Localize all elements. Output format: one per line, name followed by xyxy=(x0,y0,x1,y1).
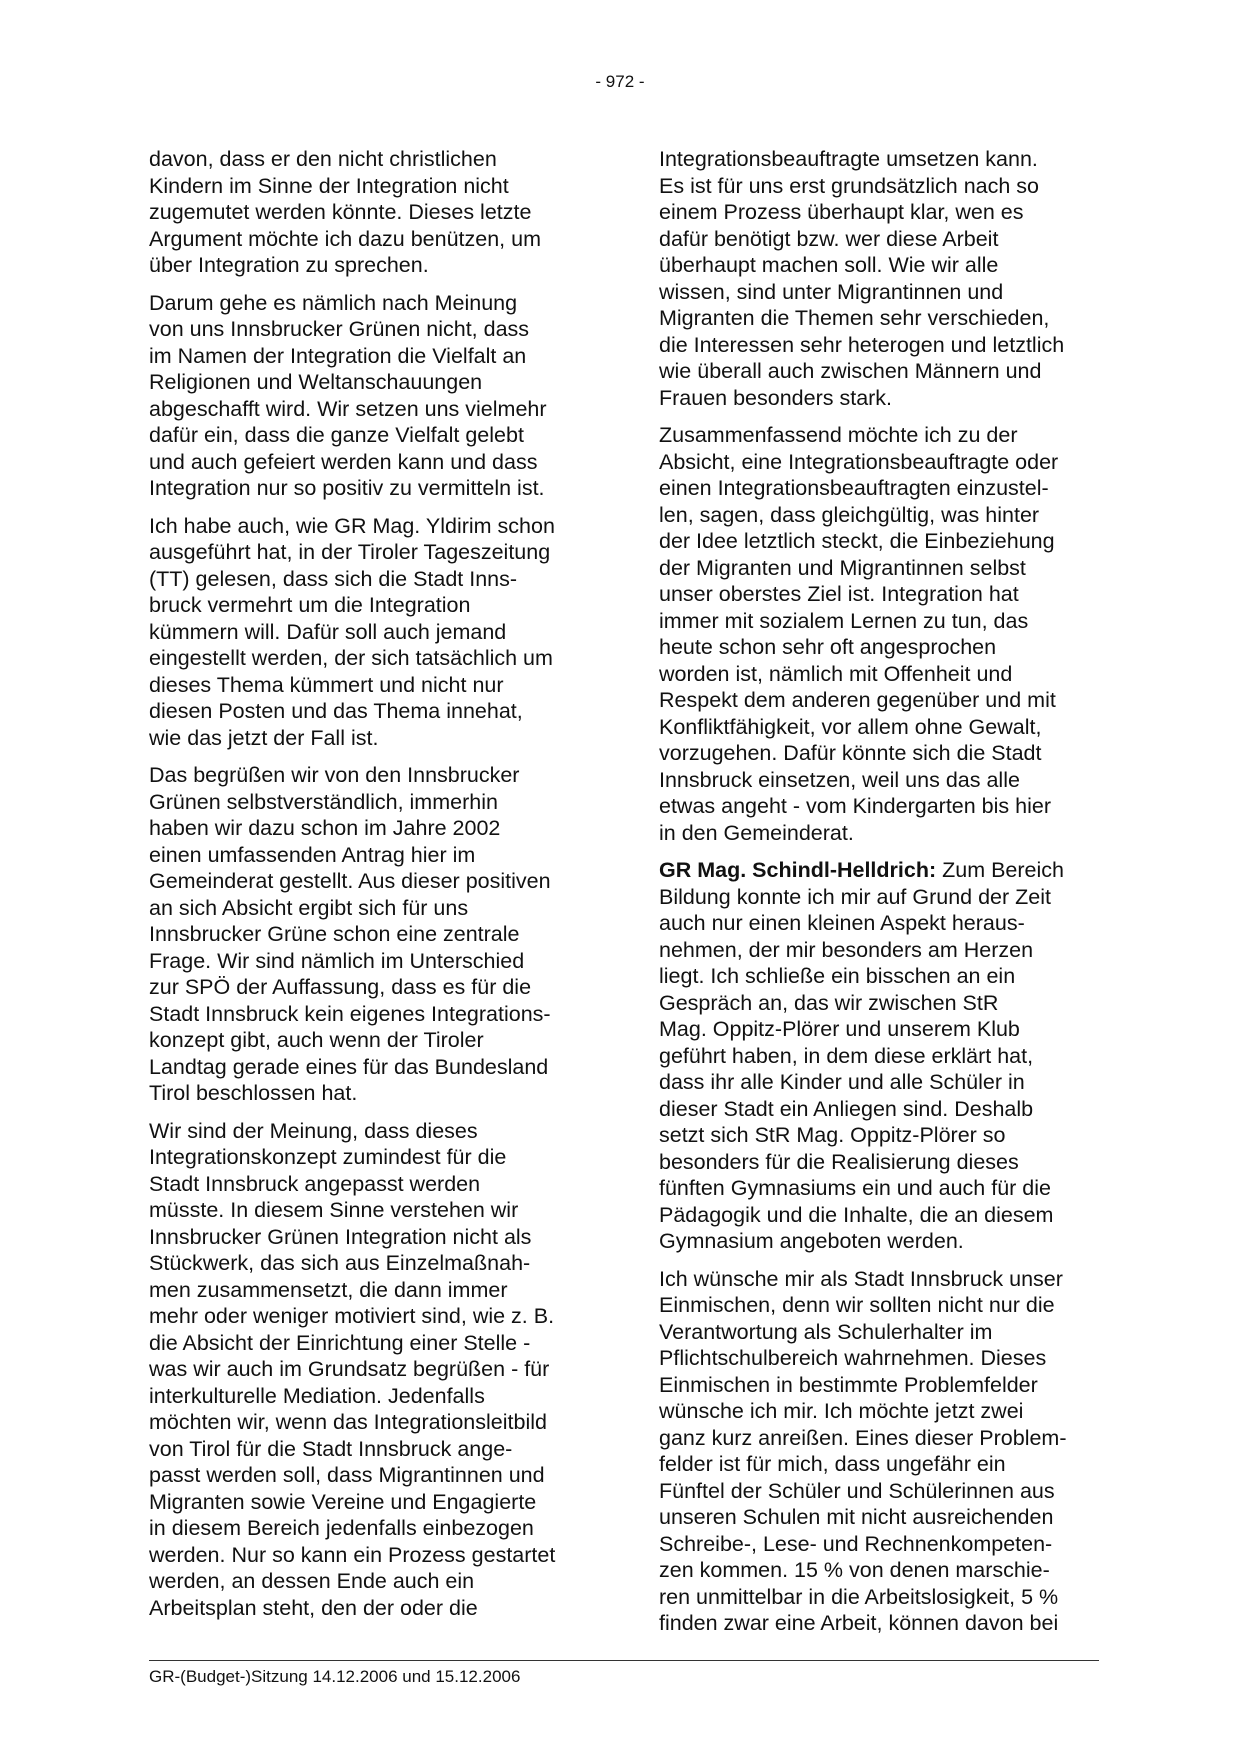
speaker-statement: Zum Bereich Bildung konnte ich mir auf Grund der Zeit auch nur einen kleinen Aspekt heraus- nehmen, der mir besonders am Herzen liegt. Ich schließe ein bisschen an ein Gespräch an, das wir zwischen StR Mag. Oppitz-Plörer und unserem Klub geführt haben, in dem diese erklärt hat, dass ihr alle Kinder und alle Schüler in dieser Stadt ein Anliegen sind. Deshalb setzt sich StR Mag. Oppitz-Plörer so besonders für die Realisierung dieses fünften Gymnasiums ein und auch für die Pädagogik und die Inhalte, die an diesem Gymnasium angeboten werden. xyxy=(659,858,1064,1253)
paragraph: Wir sind der Meinung, dass dieses Integrationskonzept zumindest für die Stadt Innsbruck angepasst werden müsste. In diesem Sinne verstehen wir Innsbrucker Grünen Integration nicht als Stückwerk, das sich aus Einzelmaßnah- men zusammensetzt, die dann immer mehr oder weniger motiviert sind, wie z. B. die Absicht der Einrichtung einer Stelle - was wir auch im Grundsatz begrüßen - für interkulturelle Mediation. Jedenfalls möchten wir, wenn das Integrationsleitbild von Tirol für die Stadt Innsbruck ange- passt werden soll, dass Migrantinnen und Migranten sowie Vereine und Engagierte in diesem Bereich jedenfalls einbezogen werden. Nur so kann ein Prozess gestartet werden, an dessen Ende auch ein Arbeitsplan steht, den der oder die xyxy=(149,1118,556,1620)
paragraph: Darum gehe es nämlich nach Meinung von uns Innsbrucker Grünen nicht, dass im Namen der Integration die Vielfalt an Religionen und Weltanschauungen abgeschafft wird. Wir setzen uns vielmehr dafür ein, dass die ganze Vielfalt gelebt und auch gefeiert werden kann und dass Integration nur so positiv zu vermitteln ist. xyxy=(149,290,547,500)
paragraph: Das begrüßen wir von den Innsbrucker Grünen selbstverständlich, immerhin haben wir dazu schon im Jahre 2002 einen umfassenden Antrag hier im Gemeinderat gestellt. Aus dieser positiven an sich Absicht ergibt sich für uns Innsbrucker Grüne schon eine zentrale Frage. Wir sind nämlich im Unterschied zur SPÖ der Auffassung, dass es für die Stadt Innsbruck kein eigenes Integrations- konzept gibt, auch wenn der Tiroler Landtag gerade eines für das Bundesland Tirol beschlossen hat. xyxy=(149,763,551,1105)
footer-divider xyxy=(149,1660,1099,1661)
paragraph: Ich habe auch, wie GR Mag. Yldirim schon ausgeführt hat, in der Tiroler Tageszeitung (TT) gelesen, dass sich die Stadt Inns- bruck vermehrt um die Integration kümmern will. Dafür soll auch jemand eingestellt werden, der sich tatsächlich um dieses Thema kümmert und nicht nur diesen Posten und das Thema innehat, wie das jetzt der Fall ist. xyxy=(149,513,555,750)
page-number: - 972 - xyxy=(595,72,645,91)
paragraph: Integrationsbeauftragte umsetzen kann. Es ist für uns erst grundsätzlich nach so einem Prozess überhaupt klar, wen es dafür benötigt bzw. wer diese Arbeit überhaupt machen soll. Wie wir alle wissen, sind unter Migrantinnen und Migranten die Themen sehr verschieden, die Interessen sehr heterogen und letztlich wie überall auch zwischen Männern und Frauen besonders stark. xyxy=(659,147,1065,410)
right-column xyxy=(659,146,1099,1648)
paragraph: Zusammenfassend möchte ich zu der Absicht, eine Integrationsbeauftragte oder einen Integrationsbeauftragten einzustel- len, sagen, dass gleichgültig, was hinter der Idee letztlich steckt, die Einbeziehung der Migranten und Migrantinnen selbst unser oberstes Ziel ist. Integration hat immer mit sozialem Lernen zu tun, das heute schon sehr oft angesprochen worden ist, nämlich mit Offenheit und Respekt dem anderen gegenüber und mit Konfliktfähigkeit, vor allem ohne Gewalt, vorzugehen. Dafür könnte sich die Stadt Innsbruck einsetzen, weil uns das alle etwas angeht - vom Kindergarten bis hier in den Gemeinderat. xyxy=(659,423,1059,845)
footer-session-info: GR-(Budget-)Sitzung 14.12.2006 und 15.12.2006 xyxy=(149,1667,521,1686)
speaker-name: GR Mag. Schindl-Helldrich: xyxy=(659,858,937,882)
left-column xyxy=(149,146,589,1632)
paragraph: davon, dass er den nicht christlichen Kindern im Sinne der Integration nicht zugemutet werden könnte. Dieses letzte Argument möchte ich dazu benützen, um über Integration zu sprechen. xyxy=(149,147,541,277)
paragraph: Ich wünsche mir als Stadt Innsbruck unser Einmischen, denn wir sollten nicht nur die Verantwortung als Schulerhalter im Pflichtschulbereich wahrnehmen. Dieses Einmischen in bestimmte Problemfelder wünsche ich mir. Ich möchte jetzt zwei ganz kurz anreißen. Eines dieser Problem- felder ist für mich, dass ungefähr ein Fünftel der Schüler und Schülerinnen aus unseren Schulen mit nicht ausreichenden Schreibe-, Lese- und Rechnenkompeten- zen kommen. 15 % von denen marschie- ren unmittelbar in die Arbeitslosigkeit, 5 % finden zwar eine Arbeit, können davon bei xyxy=(659,1266,1067,1635)
speaker-paragraph xyxy=(659,857,1099,1255)
